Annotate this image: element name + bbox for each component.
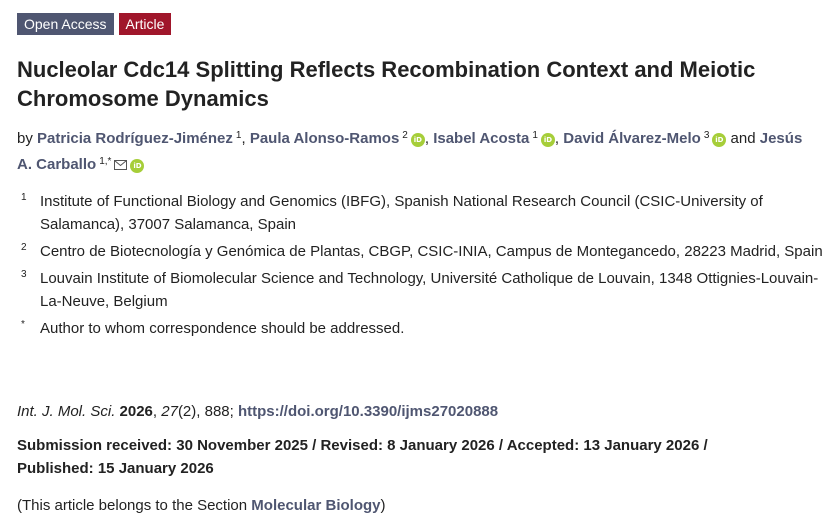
and-label: and [730, 130, 756, 147]
journal-name: Int. J. Mol. Sci. [17, 403, 116, 420]
author-link[interactable]: Paula Alonso-Ramos [249, 130, 400, 147]
orcid-icon[interactable]: iD [712, 133, 726, 147]
section-note [17, 494, 385, 517]
author-link[interactable]: David Álvarez-Melo [563, 130, 701, 147]
affiliation-list [21, 190, 826, 344]
author-link[interactable]: Jesús A. Carballo [17, 130, 803, 173]
affiliation-item [21, 190, 826, 236]
affiliation-item [21, 240, 826, 263]
affiliation-number: * [21, 319, 25, 330]
citation-year: 2026 [119, 403, 153, 420]
doi-link[interactable]: https://doi.org/10.3390/ijms27020888 [237, 403, 499, 420]
affiliation-text: Institute of Functional Biology and Genomics (IBFG), Spanish National Research Council (CSIC-University of Salamanca), 37007 Salamanca, Spain [40, 193, 763, 233]
affiliation-text: Author to whom correspondence should be addressed. [40, 320, 405, 337]
citation-volume: 27 [161, 403, 178, 420]
orcid-icon[interactable]: iD [411, 133, 425, 147]
author-affiliation-sup: 1 [235, 130, 242, 141]
author-affiliation-sup: 2 [402, 130, 408, 141]
orcid-icon[interactable]: iD [130, 159, 144, 173]
publication-dates: Submission received: 30 November 2025 / Revised: 8 January 2026 / Accepted: 13 January 2026 / Published: 15 January 2026 [17, 437, 708, 477]
badge-row [17, 13, 171, 35]
author-affiliation-sup: 1,* [99, 156, 112, 167]
author-list: by Patricia Rodríguez-Jiménez $^1$, Paula Alonso-Ramos $^2$ iD , Isabel Acosta $^1$ iD , David Álvarez-Melo $^3$ iD and Jesús A. Carballo $^{1,*}$ iD [17, 124, 817, 177]
affiliation-number: 3 [21, 269, 27, 280]
section-suffix: ) [380, 497, 386, 514]
correspondence-note [21, 317, 826, 340]
by-label: by [17, 130, 33, 147]
citation-issue-pages: (2), 888; [177, 403, 234, 420]
affiliation-item [21, 267, 826, 313]
author-affiliation-sup: 3 [703, 130, 710, 141]
section-prefix: (This article belongs to the Section [17, 497, 252, 514]
affiliation-text: Centro de Biotecnología y Genómica de Plantas, CBGP, CSIC-INIA, Campus de Montegancedo, 28223 Madrid, Spain [40, 243, 823, 260]
open-access-badge[interactable]: Open Access [17, 13, 114, 35]
author-link[interactable]: Isabel Acosta [433, 130, 530, 147]
affiliation-text: Louvain Institute of Biomolecular Science and Technology, Université Catholique de Louvain, 1348 Ottignies-Louvain-La-Neuve, Belgium [40, 270, 819, 310]
affiliation-number: 1 [21, 192, 27, 203]
envelope-icon[interactable] [114, 154, 127, 177]
section-link[interactable]: Molecular Biology [251, 497, 381, 514]
citation-line: Int. J. Mol. Sci. 2026, 27(2), 888; https://doi.org/10.3390/ijms27020888 [17, 403, 499, 420]
article-title: Nucleolar Cdc14 Splitting Reflects Recombination Context and Meiotic Chromosome Dynamics [17, 57, 756, 111]
author-link[interactable]: Patricia Rodríguez-Jiménez [37, 130, 233, 147]
article-type-badge: Article [119, 13, 172, 35]
author-affiliation-sup: 1 [532, 130, 538, 141]
affiliation-number: 2 [21, 242, 27, 253]
orcid-icon[interactable]: iD [541, 133, 555, 147]
